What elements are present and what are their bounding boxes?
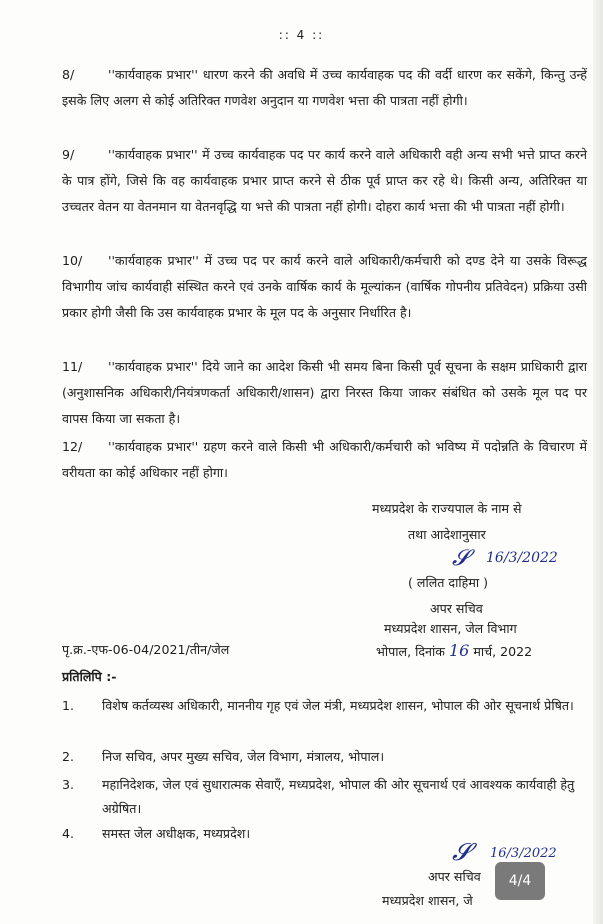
- paragraph-number: 9/: [62, 147, 75, 162]
- copy-item-text: महानिदेशक, जेल एवं सुधारात्मक सेवाएँ, मध्यप्रदेश, भोपाल की ओर सूचनार्थ एवं आवश्यक कार्यवाही हेतु अग्रेषित।: [102, 777, 575, 816]
- copy-item-number: 4.: [62, 826, 75, 841]
- paragraph-11: [62, 354, 587, 432]
- place-date-prefix: भोपाल, दिनांक: [376, 644, 445, 659]
- bottom-signature-scribble: 𝓢: [452, 838, 471, 866]
- bottom-handwritten-date: 16/3/2022: [490, 846, 557, 861]
- paragraph-8: [62, 62, 587, 114]
- paragraph-text: ''कार्यवाहक प्रभार'' धारण करने की अवधि में उच्च कार्यवाहक पद की वर्दी धारण कर सकेंगे, किन्तु उन्हें इसके लिए अलग से कोई अतिरिक्त गणवेश अनुदान या गणवेश भत्ता की पात्रता नहीं होगी।: [62, 67, 587, 108]
- signature-line-1: मध्यप्रदेश के राज्यपाल के नाम से: [372, 501, 522, 516]
- paragraph-number: 8/: [62, 67, 75, 82]
- page-number: :: 4 ::: [278, 28, 325, 42]
- copy-item-text: विशेष कर्तव्यस्थ अधिकारी, माननीय गृह एवं जेल मंत्री, मध्यप्रदेश शासन, भोपाल की ओर सूचनार्थ प्रेषित।: [102, 698, 574, 713]
- place-date-day: 16: [448, 641, 470, 660]
- signature-scribble: 𝓢: [452, 546, 470, 571]
- page-edge-shadow: [593, 0, 603, 924]
- paragraph-number: 10/: [62, 253, 83, 268]
- copy-item-number: 3.: [62, 777, 75, 792]
- copy-item-1: [62, 694, 587, 718]
- signatory-details: [372, 570, 597, 622]
- paragraph-text: ''कार्यवाहक प्रभार'' ग्रहण करने वाले किसी भी अधिकारी/कर्मचारी को भविष्य में पदोन्नति के विचारण में वरीयता का कोई अधिकार नहीं होगा।: [62, 439, 587, 480]
- place-date-suffix: मार्च, 2022: [473, 644, 533, 659]
- signature-line-2: तथा आदेशानुसार: [408, 527, 486, 542]
- copy-item-number: 2.: [62, 749, 75, 764]
- page-counter-badge: 4/4: [495, 862, 545, 900]
- paragraph-text: ''कार्यवाहक प्रभार'' में उच्च पद पर कार्य करने वाले अधिकारी/कर्मचारी को दण्ड देने या उसके विरूद्ध विभागीय जांच कार्यवाही संस्थित करने एवं उनके वार्षिक कार्य के मूल्यांकन (वार्षिक गोपनीय प्रतिवेदन) प्रक्रिया उसी प्रकार होगी जैसी कि उस कार्यवाहक प्रभार के मूल पद के अनुसार निर्धारित है।: [62, 253, 587, 320]
- handwritten-date: 16/3/2022: [486, 550, 558, 566]
- copy-item-text: निज सचिव, अपर मुख्य सचिव, जेल विभाग, मंत्रालय, भोपाल।: [102, 749, 385, 764]
- signatory-name: ( ललित दाहिमा ): [408, 575, 489, 590]
- bottom-department: मध्यप्रदेश शासन, जे: [382, 893, 473, 908]
- paragraph-text: ''कार्यवाहक प्रभार'' में उच्च कार्यवाहक पद पर कार्य करने वाले अधिकारी वही अन्य सभी भत्ते प्राप्त करने के पात्र होंगे, जिसे कि वह कार्यवाहक प्रभार प्राप्त करने से ठीक पूर्व प्राप्त कर रहे थे। किसी अन्य, अतिरिक्त या उच्चतर वेतन या वेतनमान या वेतनवृद्धि या भत्ते की पात्रता नहीं होगी। दोहरा कार्य भत्ता की भी पात्रता नहीं होगी।: [62, 147, 587, 214]
- paragraph-10: [62, 248, 587, 326]
- paragraph-text: ''कार्यवाहक प्रभार'' दिये जाने का आदेश किसी भी समय बिना किसी पूर्व सूचना के सक्षम प्राधिकारी द्वारा (अनुशासनिक अधिकारी/नियंत्रणकर्ता अधिकारी/शासन) द्वारा निरस्त किया जाकर संबंधित को उसके मूल पद पर वापस किया जा सकता है।: [62, 359, 587, 426]
- copy-item-text: समस्त जेल अधीक्षक, मध्यप्रदेश।: [102, 826, 251, 841]
- copy-item-4: [62, 822, 587, 846]
- paragraph-number: 11/: [62, 359, 83, 374]
- paragraph-12: [62, 434, 587, 486]
- signatory-department: मध्यप्रदेश शासन, जेल विभाग: [384, 621, 517, 636]
- signatory-designation: अपर सचिव: [430, 601, 483, 616]
- copy-item-2: [62, 745, 587, 769]
- copy-heading: प्रतिलिपि :-: [62, 669, 117, 684]
- bottom-designation: अपर सचिव: [428, 869, 481, 884]
- signature-block: [372, 496, 597, 548]
- copy-item-number: 1.: [62, 698, 75, 713]
- paragraph-9: [62, 142, 587, 220]
- reference-number: पृ.क्र.-एफ-06-04/2021/तीन/जेल: [62, 642, 230, 657]
- place-date: [376, 641, 532, 660]
- paragraph-number: 12/: [62, 439, 83, 454]
- copy-item-3: [62, 773, 587, 821]
